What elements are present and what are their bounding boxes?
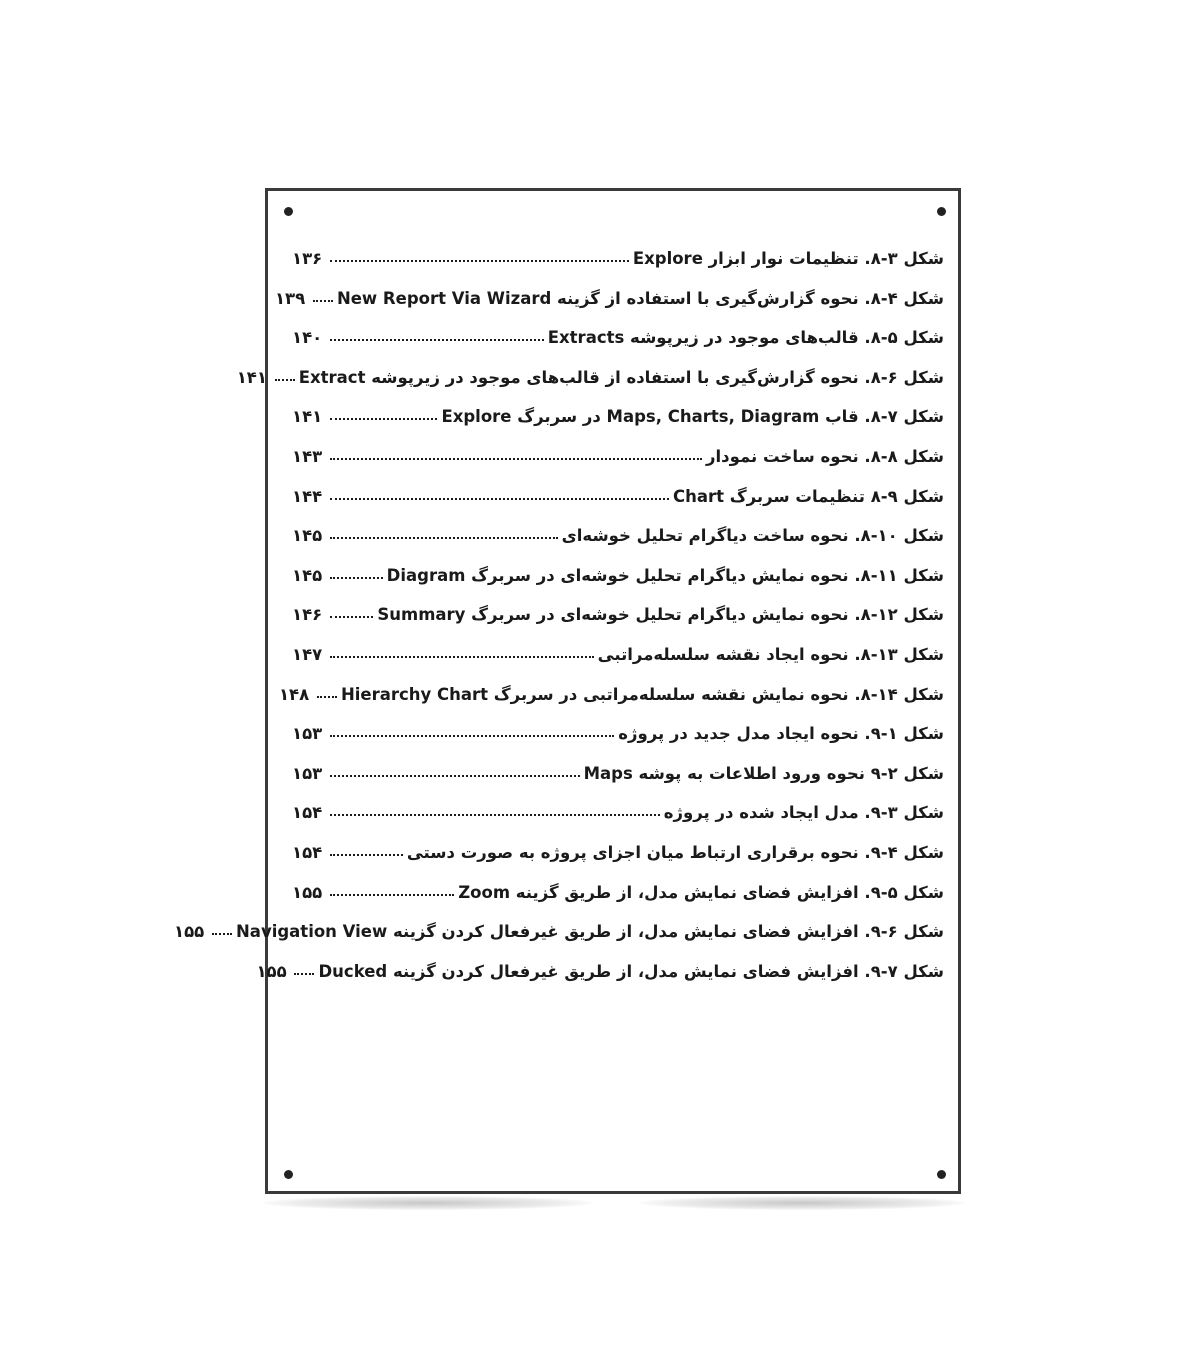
toc-entry-page-number: ۱۴۵ — [292, 565, 323, 585]
toc-entry-title: شکل ۷-۸. قاب Maps, Charts, Diagram در سربرگ Explore — [441, 407, 944, 427]
toc-entry — [274, 288, 944, 329]
toc-dot-leader — [330, 893, 454, 896]
toc-dot-leader — [330, 457, 702, 460]
toc-dot-leader — [317, 695, 337, 698]
toc-entry — [292, 566, 944, 606]
toc-entry — [292, 447, 944, 487]
toc-entry-page-number: ۱۴۸ — [278, 684, 310, 704]
toc-entry — [278, 684, 944, 725]
toc-entry-title: شکل ۵-۹. افزایش فضای نمایش مدل، از طریق گزینه Zoom — [458, 882, 944, 902]
toc-entry — [292, 724, 944, 764]
toc-entry-page-number: ۱۵۵ — [292, 882, 323, 902]
toc-dot-leader — [275, 378, 295, 381]
toc-entry-title: شکل ۴-۹. نحوه برقراری ارتباط میان اجزای پروژه به صورت دستی — [406, 842, 944, 862]
toc-entry-page-number: ۱۴۵ — [292, 526, 323, 546]
corner-dot-icon — [937, 1170, 946, 1179]
toc-entry — [292, 407, 944, 447]
toc-entry — [292, 883, 944, 923]
toc-entry-title: شکل ۸-۸. نحوه ساخت نمودار — [706, 446, 944, 466]
toc-entry — [292, 487, 944, 527]
toc-entry — [292, 526, 944, 566]
toc-entry — [292, 645, 944, 685]
corner-dot-icon — [284, 207, 293, 216]
toc-entry-title: شکل ۷-۹. افزایش فضای نمایش مدل، از طریق غیرفعال کردن گزینه Ducked — [318, 961, 944, 981]
toc-entry-page-number: ۱۵۴ — [292, 842, 323, 862]
toc-entry-page-number: ۱۵۴ — [292, 803, 323, 823]
toc-entry-page-number: ۱۴۱ — [292, 407, 323, 427]
toc-entry-title: شکل ۱۴-۸. نحوه نمایش نقشه سلسله‌مراتبی در سربرگ Hierarchy Chart — [340, 684, 944, 704]
toc-entry-title: شکل ۵-۸. قالب‌های موجود در زیرپوشه Extracts — [547, 328, 944, 348]
toc-entry-title: شکل ۲-۹ نحوه ورود اطلاعات به پوشه Maps — [583, 763, 944, 783]
toc-dot-leader — [330, 615, 373, 618]
toc-entry — [292, 803, 944, 843]
toc-entry — [292, 328, 944, 368]
toc-entry-title: شکل ۶-۹. افزایش فضای نمایش مدل، از طریق غیرفعال کردن گزینه Navigation View — [236, 922, 944, 942]
toc-entry-page-number: ۱۳۶ — [292, 249, 323, 268]
toc-entry-page-number: ۱۳۹ — [274, 288, 306, 308]
toc-entry-title: شکل ۱-۹. نحوه ایجاد مدل جدید در پروژه — [618, 724, 944, 744]
toc-entry-title: شکل ۱۱-۸. نحوه نمایش دیاگرام تحلیل خوشه‌ای در سربرگ Diagram — [386, 565, 944, 585]
toc-entry — [292, 605, 944, 645]
toc-entry-title: شکل ۴-۸. نحوه گزارش‌گیری با استفاده از گزینه New Report Via Wizard — [336, 288, 944, 308]
page-shadow-right — [640, 1196, 965, 1210]
toc-entry-title: شکل ۱۳-۸. نحوه ایجاد نقشه سلسله‌مراتبی — [597, 644, 944, 664]
toc-entry-page-number: ۱۴۴ — [292, 486, 323, 506]
toc-entry-title: شکل ۶-۸. نحوه گزارش‌گیری با استفاده از قالب‌های موجود در زیرپوشه Extract — [298, 367, 944, 387]
toc-entry-page-number: ۱۴۷ — [292, 644, 323, 664]
toc-entry — [174, 922, 944, 962]
toc-dot-leader — [330, 734, 614, 737]
toc-entry-title: شکل ۱۰-۸. نحوه ساخت دیاگرام تحلیل خوشه‌ای — [561, 526, 944, 546]
page-shadow-left — [262, 1196, 592, 1210]
toc-dot-leader — [330, 774, 580, 777]
page-frame — [174, 188, 961, 1194]
toc-entry-page-number: ۱۵۵ — [256, 961, 287, 981]
toc-entry-title: شکل ۳-۸. تنظیمات نوار ابزار Explore — [632, 249, 944, 268]
toc-entry-title: شکل ۳-۹. مدل ایجاد شده در پروژه — [663, 803, 944, 823]
toc-dot-leader — [330, 497, 669, 500]
toc-entry-title: شکل ۱۲-۸. نحوه نمایش دیاگرام تحلیل خوشه‌ای در سربرگ Summary — [377, 605, 944, 625]
toc-dot-leader — [330, 813, 660, 816]
table-of-figures — [174, 249, 944, 1001]
toc-entry-page-number: ۱۵۳ — [292, 724, 323, 744]
toc-dot-leader — [313, 299, 333, 302]
toc-entry-page-number: ۱۴۳ — [292, 446, 323, 466]
toc-entry-page-number: ۱۴۰ — [292, 328, 323, 348]
toc-entry-title: شکل ۹-۸ تنظیمات سربرگ Chart — [673, 486, 944, 506]
corner-dot-icon — [284, 1170, 293, 1179]
toc-dot-leader — [294, 972, 314, 975]
toc-entry — [256, 961, 944, 1002]
toc-dot-leader — [330, 655, 594, 658]
toc-dot-leader — [330, 576, 383, 579]
toc-dot-leader — [330, 417, 437, 420]
corner-dot-icon — [937, 207, 946, 216]
toc-dot-leader — [330, 536, 558, 539]
toc-entry — [236, 367, 944, 408]
toc-dot-leader — [330, 853, 403, 856]
toc-entry-page-number: ۱۵۳ — [292, 763, 323, 783]
toc-dot-leader — [212, 932, 232, 935]
toc-entry-page-number: ۱۴۶ — [292, 605, 323, 625]
toc-entry-page-number: ۱۴۱ — [236, 367, 267, 387]
toc-entry — [292, 843, 944, 883]
toc-dot-leader — [330, 338, 544, 341]
toc-entry-page-number: ۱۵۵ — [174, 922, 205, 942]
toc-entry — [292, 764, 944, 804]
toc-dot-leader — [330, 259, 629, 262]
toc-entry — [292, 249, 944, 289]
